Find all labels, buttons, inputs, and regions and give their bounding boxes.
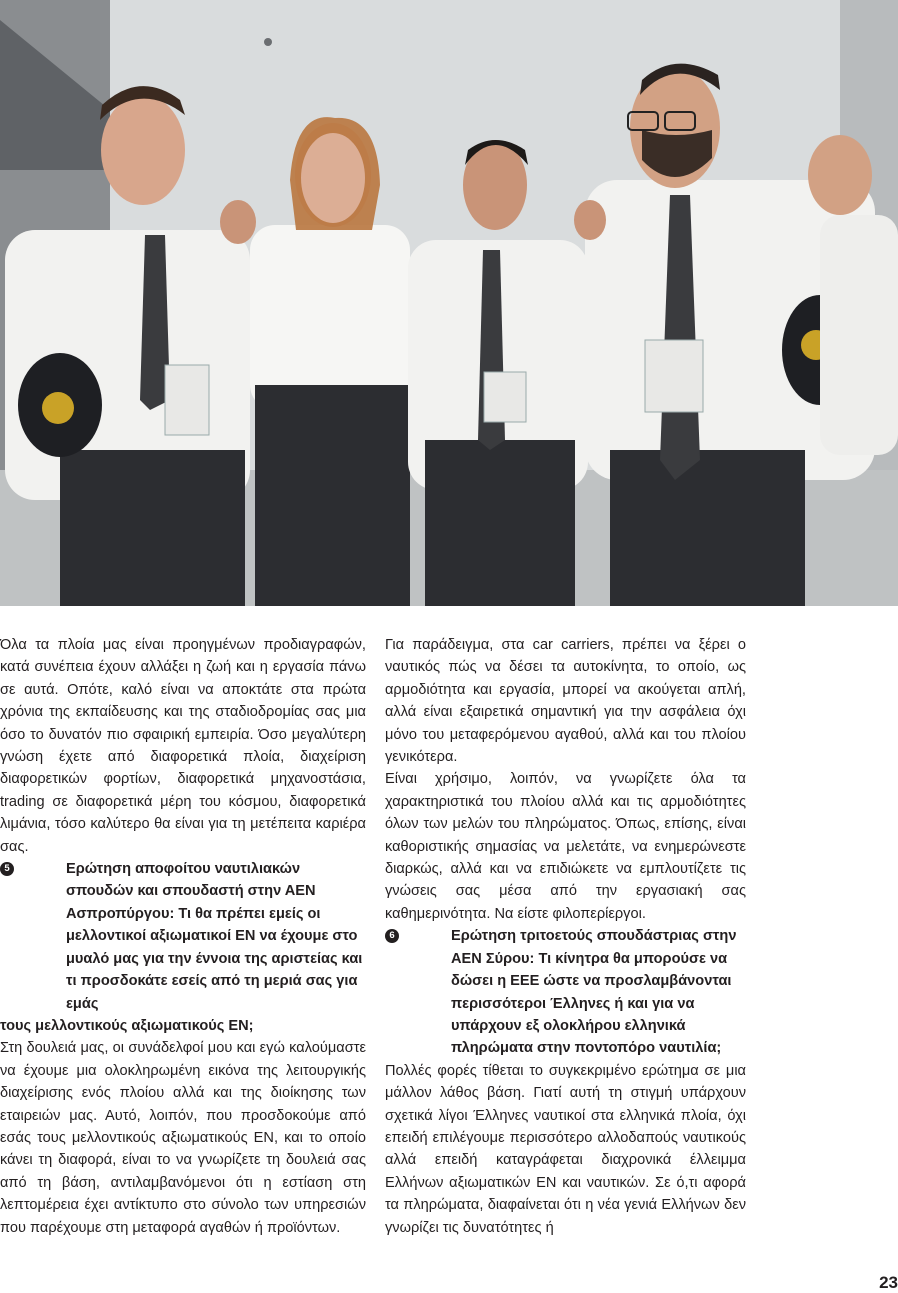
question-5-text: Ερώτηση αποφοίτου ναυτιλιακών σπουδών και σπουδαστή στην ΑΕΝ Ασπροπύργου: Τι θα πρέπει εμείς οι μελλοντικοί αξιωματικοί ΕΝ να έχουμε στο μυαλό μας για την έννοια της αριστείας και τι προσδοκάτε εσείς από τη μεριά σας για εμάς	[66, 861, 363, 1012]
question-5-tail: τους μελλοντικούς αξιωματικούς ΕΝ;	[0, 1017, 254, 1034]
advice-paragraph: Είναι χρήσιμο, λοιπόν, να γνωρίζετε όλα τα χαρακτηριστικά του πλοίου αλλά και τις αρμοδιότητες όλων των μελών του πληρώματος. Όπως, επίσης, είναι καθοριστικής σημασίας να μελετάτε, να ενημερώνεστε διαρκώς, αλλά και να επιδιώκετε να εμπλουτίζετε τις γνώσεις σας μέσα από την εργασιακή σας καθημερινότητα. Να είστε φιλοπερίεργοι.	[385, 771, 746, 922]
question-6-text: Ερώτηση τριτοετούς σπουδάστριας στην ΑΕΝ Σύρου: Τι κίνητρα θα μπορούσε να δώσει η ΕΕΕ ώστε να προσλαμβάνονται περισσότεροι Έλληνες ή και για να υπάρχουν εξ ολοκλήρου ελληνικά πληρώματα στην ποντοπόρο ναυτιλία;	[451, 928, 737, 1057]
left-column	[0, 634, 366, 1239]
question-6	[385, 925, 746, 1059]
question-number-badge: 5	[0, 862, 14, 876]
example-paragraph: Για παράδειγμα, στα car carriers, πρέπει να ξέρει ο ναυτικός πώς να δέσει τα αυτοκίνητα, το οποίο, ως αρμοδιότητα και εργασία, μπορεί να ακούγεται απλή, αλλά είναι εξαιρετικά σημαντική για την ασφάλεια όχι μόνο του μεταφερόμενου αγαθού, αλλά και του πλοίου γενικότερα.	[385, 637, 746, 766]
answer-5-paragraph: Στη δουλειά μας, οι συνάδελφοί μου και εγώ καλούμαστε να έχουμε μια ολοκληρωμένη εικόνα της λειτουργικής διαχείρισης ενός πλοίου αλλά και της διοίκησης των εταιρειών μας. Αυτό, λοιπόν, που προσδοκούμε από εσάς τους μελλοντικούς αξιωματικούς ΕΝ, και το οποίο κάνει τη διαφορά, είναι το να γνωρίζετε τη δουλειά σας από τη βάση, αντιλαμβανόμενοι ότι η εστίαση στη λεπτομέρεια έχει αντίκτυπο στο σύνολο των υπηρεσιών που παρέχουμε στη μεταφορά αγαθών ή προϊόντων.	[0, 1040, 366, 1236]
question-number-badge: 6	[385, 929, 399, 943]
right-column	[385, 634, 746, 1239]
group-photo	[0, 0, 898, 606]
intro-paragraph: Όλα τα πλοία μας είναι προηγμένων προδιαγραφών, κατά συνέπεια έχουν αλλάξει η ζωή και η εργασία πάνω σε αυτά. Οπότε, καλό είναι να αποκτάτε στα πρώτα χρόνια της εκπαίδευσης και της σταδιοδρομίας σας μια όσο το δυνατόν πιο σφαιρική εμπειρία. Όσο μεγαλύτερη γνώση έχετε από διαφορετικά πλοία, διαχείριση διαφορετικών φορτίων, διαφορετικά μηχανοστάσια, trading σε διαφορετικά μέρη του κόσμου, διαφορετικά λιμάνια, τόσο καλύτερο θα είναι για τη μετέπειτα καριέρα σας.	[0, 637, 366, 855]
answer-6-paragraph: Πολλές φορές τίθεται το συγκεκριμένο ερώτημα σε μια μάλλον λάθος βάση. Γιατί αυτή τη στιγμή υπάρχουν σχετικά λίγοι Έλληνες ναυτικοί στα ελληνικά πλοία, όχι επειδή επιλέγουμε περισσότερο αλλοδαπούς ναυτικούς αλλά επειδή καταγράφεται διαχρονικά έλλειμμα Ελλήνων αξιωματικών ΕΝ και ναυτικών. Σε ό,τι αφορά τα πληρώματα, διαφαίνεται ότι η νέα γενιά Ελλήνων δεν γνωρίζει τις δυνατότητες ή	[385, 1062, 746, 1236]
question-5	[0, 858, 366, 1015]
photo-illustration	[0, 0, 898, 606]
page-number: 23	[879, 1273, 898, 1292]
